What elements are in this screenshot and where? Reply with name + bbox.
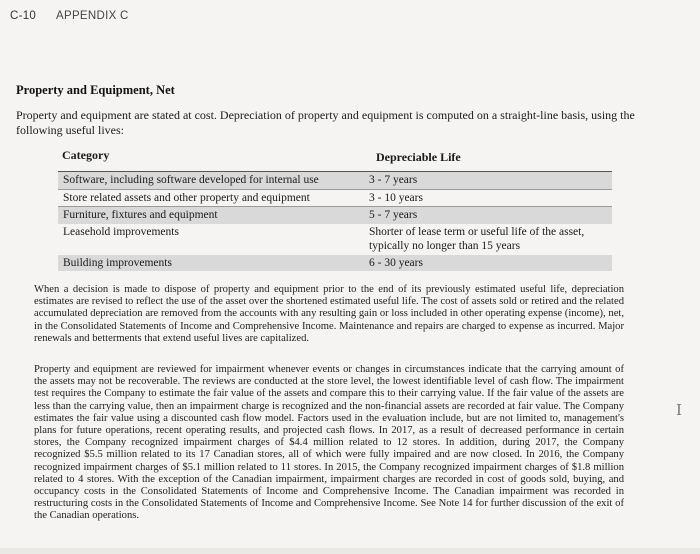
row-category: Leasehold improvements [63,225,179,238]
page-bottom-edge [0,548,700,554]
row-life: 3 - 10 years [369,191,423,204]
row-life: 5 - 7 years [369,209,418,221]
row-category: Store related assets and other property and equipment [63,191,310,204]
impairment-paragraph: Property and equipment are reviewed for impairment whenever events or changes in circumstances indicate that the carrying amount of the assets may not be recoverable. The reviews are conducted at the store level, the lowest identifiable level of cash flow. The impairment test requires the Company to estimate the fair value of the assets and compare this to their carrying value. If the fair value of the assets are less than the carrying value, then an impairment charge is recognized and the non-financial assets are recorded at fair value. The Company estimates the fair value using a discounted cash flow model. Factors used in the evaluation include, but are not limited to, management's plans for future operations, recent operating results, and projected cash flows. In 2017, as a result of decreased performance in certain stores, the Company recognized impairment charges of $4.4 million related to 12 stores. In addition, during 2017, the Company recognized $5.5 million related to its 17 Canadian stores, all of which were fully impaired and are now closed. In 2016, the Company recognized impairment charges of $5.1 million related to 11 stores. In 2015, the Company recognized impairment charges of $1.8 million related to 4 stores. With the exception of the Canadian impairment, impairment charges are recorded in cost of goods sold, buying, and occupancy costs in the Consolidated Statements of Income and Comprehensive Income. The Canadian impairment was recorded in restructuring costs in the Consolidated Statements of Income and Comprehensive Income. See Note 14 for further discussion of the exit of the Canadian operations. [34,364,624,522]
table-row [58,224,612,255]
row-life: 6 - 30 years [369,256,423,269]
header-category: Category [62,148,110,162]
table-row [58,255,612,272]
row-category: Software, including software developed for internal use [63,174,319,186]
row-life: 3 - 7 years [369,174,418,186]
text-cursor-icon: I [676,401,682,419]
table-header-row [58,146,612,168]
section-title: Property and Equipment, Net [16,83,175,97]
row-life: Shorter of lease term or useful life of the asset, typically no longer than 15 years [369,225,585,252]
table-row [58,207,612,224]
row-category: Furniture, fixtures and equipment [63,209,218,221]
page-number: C-10 [10,10,37,22]
row-category: Building improvements [63,256,172,269]
disposal-paragraph: When a decision is made to dispose of property and equipment prior to the end of its previously estimated useful life, depreciation estimates are revised to reflect the use of the asset over the shortened estimated useful life. The cost of assets sold or retired and the related accumulated depreciation are removed from the accounts with any resulting gain or loss included in other operating expense (income), net, in the Consolidated Statements of Income and Comprehensive Income. Maintenance and repairs are charged to expense as incurred. Major renewals and betterments that extend useful lives are capitalized. [34,284,624,344]
useful-lives-table [58,146,612,271]
appendix-label: APPENDIX C [56,10,129,22]
table-row [58,190,612,207]
section-intro: Property and equipment are stated at cost. Depreciation of property and equipment is computed on a straight-line basis, using the following useful lives: [16,108,635,137]
table-row [58,172,612,189]
header-depreciable-life: Depreciable Life [376,150,461,164]
